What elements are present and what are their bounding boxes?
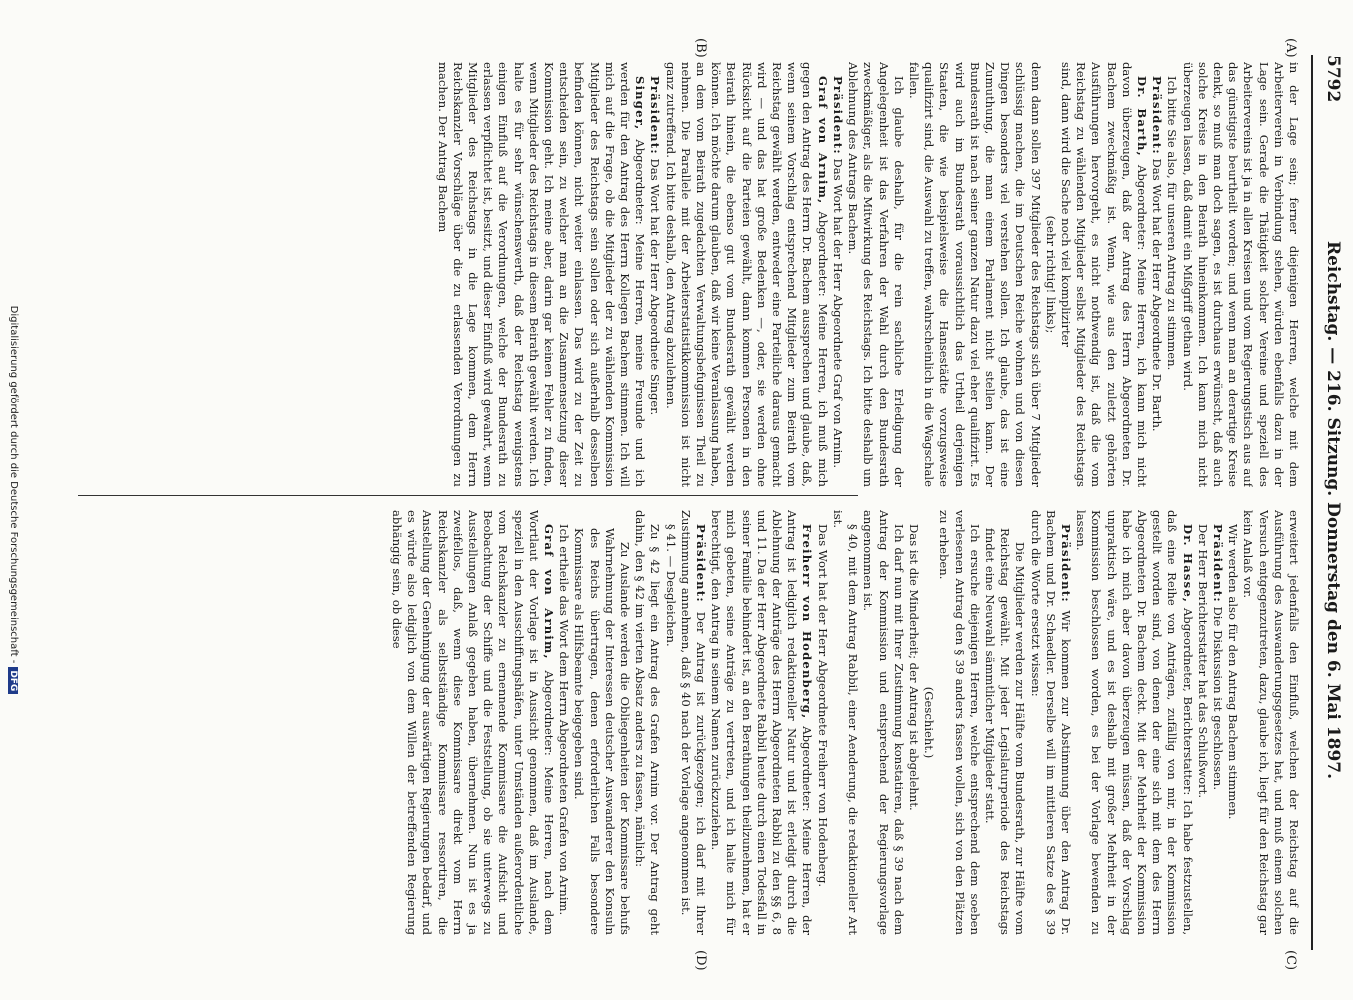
- paragraph: Zu § 42 liegt ein Antrag des Grafen Arnim vor. Der Antrag geht dahin, den § 42 im vierten Absatz anders zu fassen, nämlich:: [633, 510, 663, 935]
- paragraph: [1058, 62, 1149, 487]
- paragraph: [434, 62, 647, 487]
- speech-text: Abgeordneter: Meine Herren, nach dem Wortlaut der Vorlage ist in Aussicht genommen, daß im Auslande, speziell in den Ausschiffungshäfen, unter Umständen außerordentliche vom Reichskanzler zu ernennende Kommissare die Aufsicht und Beobachtung der Schiffe und die Feststellung, ob sie unterwegs zu Ausstellungen Anlaß gegeben haben, übernehmen. Nun ist es ja zweifellos, daß, wenn diese Kommissare direkt vom Herrn Reichskanzler als selbstständige Kommissare ressortiren, die Anstellung der Genehmigung der auswärtigen Regierungen bedarf, und es würde also lediglich von dem Willen der betreffenden Regierung abhängig sein, ob diese: [390, 510, 557, 935]
- speaker-name: Präsident:: [1150, 76, 1165, 155]
- page-number: 5792: [1323, 55, 1343, 103]
- paragraph: [1073, 510, 1195, 935]
- quoted-amendment: Die Mitglieder werden zur Hälfte vom Bundesrath, zur Hälfte vom Reichstag gewählt. Mit jeder Legislaturperiode des Reichstags findet eine Neuwahl sämmtlicher Mitglieder statt.: [982, 528, 1028, 935]
- speech-text: Das Wort hat der Herr Abgeordnete Graf von Arnim.: [830, 158, 845, 469]
- page-header: [1317, 55, 1343, 965]
- speaker-name: Freiherr von Hodenberg,: [800, 524, 815, 720]
- paragraph: [1027, 510, 1073, 935]
- speaker-name: Präsident:: [830, 76, 845, 155]
- column-separator: [78, 495, 858, 496]
- speaker-name: Präsident:: [648, 76, 663, 155]
- interjection: (Geschieht.): [922, 686, 937, 759]
- speech-text: Die Diskussion ist geschlossen.: [1210, 606, 1225, 791]
- speaker-name: Dr. Barth,: [1134, 76, 1149, 157]
- speaker-name: Dr. Hasse,: [1180, 524, 1195, 604]
- footer-text: Digitalisierung gefördert durch die Deutsche Forschungsgemeinschaft -: [8, 305, 19, 664]
- paragraph: [662, 62, 829, 487]
- speaker-name: Präsident:: [1210, 524, 1225, 603]
- speech-text: Abgeordneter: Meine Herren, der Antrag ist lediglich redaktioneller Natur und ist erledigt durch die Ablehnung der Anträge des Herrn Abgeordneten Rabbil zu den §§ 6, 8 und 11. Da der Herr Abgeordnete Rabbil heute durch einen Todesfall in seiner Familie behindert ist, an den Berathungen theilzunehmen, hat er mich gebeten, seine Anträge zu vertreten, und ich halte mich für berechtigt, den Antrag in seinem Namen zurückzuziehen.: [709, 510, 815, 935]
- margin-marker-d: (D): [693, 950, 708, 971]
- text-column-left: [71, 62, 1301, 487]
- paragraph: [647, 62, 662, 487]
- dfg-logo: DFG: [8, 667, 18, 694]
- speaker-name: Graf von Arnim,: [542, 524, 557, 660]
- speech-text: Abgeordneter: Meine Herren, ich muß mich gegen den Antrag des Herrn Dr. Bachem aussprechen und glaube, daß, wenn seinem Vorschlag entsprechend Mitglieder zum Beirath vom Reichstag gewählt werden, entweder eine Parteiliche daraus gemacht wird — und das hat große Bedenken —, oder, sie werden ohne Rücksicht auf die Parteien gewählt, dann kommen Personen in den Beirath hinein, die ebenso gut vom Bundesrath gewählt werden können. Ich möchte darum glauben, daß wir keine Veranlassung haben, an dem vom Beirath zugedachten Verwaltungsbefugnissen Theil zu nehmen. Die Parallele mit der Arbeiterstatistikkommission ist nicht ganz zutreffend. Ich bitte deshalb, den Antrag abzulehnen.: [663, 62, 830, 487]
- speech-text: Der Antrag ist zurückgezogen; ich darf mit Ihrer Zustimmung annehmen, daß § 40 nach der Vorlage angenommen ist.: [678, 510, 709, 935]
- paragraph: Der Herr Berichterstatter hat das Schlußwort.: [1195, 524, 1210, 799]
- text-column-right: [71, 510, 1301, 935]
- paragraph: Das ist die Minderheit; der Antrag ist abgelehnt.: [906, 524, 921, 811]
- speech-text: Abgeordneter: Meine Herren, ich kann mich nicht davon überzeugen, daß der Antrag des Herrn Abgeordneten Dr. Bachem zweckmäßig ist. Wenn, wie aus den zuletzt gehörten Ausführungen hervorgeht, es nicht nothwendig ist, daß die vom Reichstag zu wählenden Mitglieder selbst Mitglieder des Reichstags sind, dann wird die Sache noch viel komplizirter: [1058, 62, 1149, 487]
- speech-text: Das Wort hat der Herr Abgeordnete Dr. Barth.: [1150, 158, 1165, 432]
- paragraph: [678, 510, 708, 935]
- paragraph: Wir werden also für den Antrag Bachem stimmen.: [1226, 524, 1241, 820]
- paragraph: § 40, mit dem Antrag Rabbil, einer Aenderung, die redaktioneller Art ist.: [830, 510, 861, 935]
- paragraph: erweitert jedenfalls den Einfluß, welchen der Reichstag auf die Ausführung des Auswanderungsgesetzes hat, und muß einem solchen Versuch entgegenzutreten, dazu, glaube ich, liegt für den Reichstag gar kein Anlaß vor.: [1241, 510, 1301, 935]
- margin-marker-b: (B): [693, 38, 708, 58]
- speaker-name: Präsident:: [694, 524, 709, 603]
- page-title: Reichstag. — 216. Sitzung. Donnerstag den 6. Mai 1897.: [1323, 240, 1343, 780]
- speech-text: Abgeordneter: Meine Herren, meine Freunde und ich werden für den Antrag des Herrn Kollegen Bachem stimmen. Ich will mich auf die Frage, ob die Mitglieder der zu wählenden Kommission Mitglieder des Reichstags sein sollen oder sich außerhalb desselben befinden können, nicht weiter einlassen. Das wird zu der Zeit zu entscheiden sein, zu welcher man an die Zusammensetzung dieser Kommission geht. Ich meine aber, darin gar keinen Fehler zu finden, wenn Mitglieder des Reichstags in diesem Beirath gewählt werden. Ich halte es für sehr wünschenswerth, daß der Reichstag wenigstens einigen Einfluß auf die Verordnungen, welche der Bundesrath zu erlassen verpflichtet ist, besitzt, und dieser Einfluß wird gewahrt, wenn Mitglieder des Reichstags in die Lage kommen, dem Herrn Reichskanzler Vorschläge über die zu erlassenden Verordnungen zu machen. Der Antrag Bachem: [435, 62, 648, 487]
- paragraph: in der Lage sein; ferner diejenigen Herren, welche mit dem Arbeiterverein in Verbindung stehen, würden ebenfalls dazu in der Lage sein. Gerade die Thätigkeit solcher Vereine und speziell des Arbeitervereins ist ja in allen Kreisen und vom Regierungstisch aus auf das günstigste beurtheilt worden; und wenn man an derartige Kreise denkt, so muß man doch sagen, es ist durchaus erwünscht, daß auch solche Kreise in den Beirath hineinkommen. Ich kann mich nicht überzeugen lassen, daß damit ein Mißgriff gethan wird.: [1180, 62, 1301, 487]
- speaker-name: Graf von Arnim,: [815, 76, 830, 205]
- paragraph: Ich ertheile das Wort dem Herrn Abgeordneten Grafen von Arnim.: [557, 524, 572, 916]
- paragraph: Ich bitte Sie also, für unseren Antrag zu stimmen.: [1165, 76, 1180, 371]
- speech-text: Das Wort hat der Herr Abgeordnete Singer.: [648, 158, 663, 416]
- paragraph: Das Wort hat der Herr Abgeordnete Freiherr von Hodenberg.: [815, 524, 830, 888]
- paragraph: Ich darf nun mit Ihrer Zustimmung konstatiren, daß § 39 nach dem Antrag der Kommission und entsprechend der Regierungsvorlage angenommen ist.: [861, 510, 906, 935]
- paragraph: Ich ersuche diejenigen Herren, welche entsprechend dem soeben verlesenen Antrag den § 39 anders fassen wollen, sich von den Plätzen zu erheben.: [937, 510, 982, 935]
- paragraph: § 41. — Desgleichen.: [663, 524, 678, 647]
- speaker-name: Singer,: [633, 76, 648, 131]
- paragraph: [1149, 62, 1164, 487]
- speech-text: Wir kommen zur Abstimmung über den Antrag Dr. Bachem und Dr. Schaedler. Derselbe will im mittleren Satze des § 39 durch die Worte ersetzt wissen:: [1028, 510, 1073, 935]
- header-rule: [1311, 55, 1313, 950]
- speaker-name: Präsident:: [1058, 524, 1073, 603]
- margin-marker-a: (A): [1283, 38, 1298, 58]
- margin-marker-c: (C): [1283, 950, 1298, 971]
- paragraph: Ich glaube deshalb, für die rein sachliche Erledigung der Angelegenheit ist das Verfahren der Wahl durch den Bundesrath zweckmäßiger, als die Mitwirkung des Reichstags. Ich bitte deshalb um Ablehnung des Antrags Bachem.: [846, 62, 906, 487]
- paragraph: [830, 62, 845, 487]
- paragraph: [1210, 510, 1225, 935]
- interjection: (sehr richtig! links);: [1043, 215, 1058, 334]
- paragraph: [389, 510, 556, 935]
- quoted-amendment: Zu Auslande werden die Obliegenheiten der Kommissare behufs Wahrnehmung der Interessen deutscher Auswanderer den Konsuln des Reichs übertragen, denen erforderlichen Falls besondere Kommissare als Hilfsbeamte beigegeben sind.: [572, 528, 633, 935]
- paragraph: [708, 510, 814, 935]
- digitization-footer: [8, 0, 19, 1000]
- speech-text: Abgeordneter, Berichterstatter: Ich habe festzustellen, daß eine Reihe von Anträgen, zufällig von mir, in der Kommission gestellt worden sind, von denen der eine sich mit dem des Herrn Abgeordneten Dr. Bachem deckt. Mit der Mehrheit der Kommission habe ich mich aber davon überzeugen müssen, daß der Vorschlag unpraktisch wäre, und es ist deshalb mit großer Mehrheit in der Kommission beschlossen worden, es bei der Vorlage bewenden zu lassen.: [1074, 510, 1195, 935]
- paragraph: denn dann sollen 397 Mitglieder des Reichstags sich über 7 Mitglieder schlüssig machen, die im Deutschen Reiche wohnen und von diesen Dingen besonders viel verstehen sollen. Ich glaube, das ist eine Zumuthung, die man einem Parlament nicht stellen kann. Der Bundesrath ist nach seiner ganzen Natur dazu viel eher qualifizirt. Es wird auch im Bundesrath voraussichtlich das Urtheil derjenigen Staaten, die wie beispielsweise die Hansestädte vorzugsweise qualifizirt sind, die Auswahl zu treffen, wahrscheinlich in die Wagschale fallen.: [906, 62, 1043, 487]
